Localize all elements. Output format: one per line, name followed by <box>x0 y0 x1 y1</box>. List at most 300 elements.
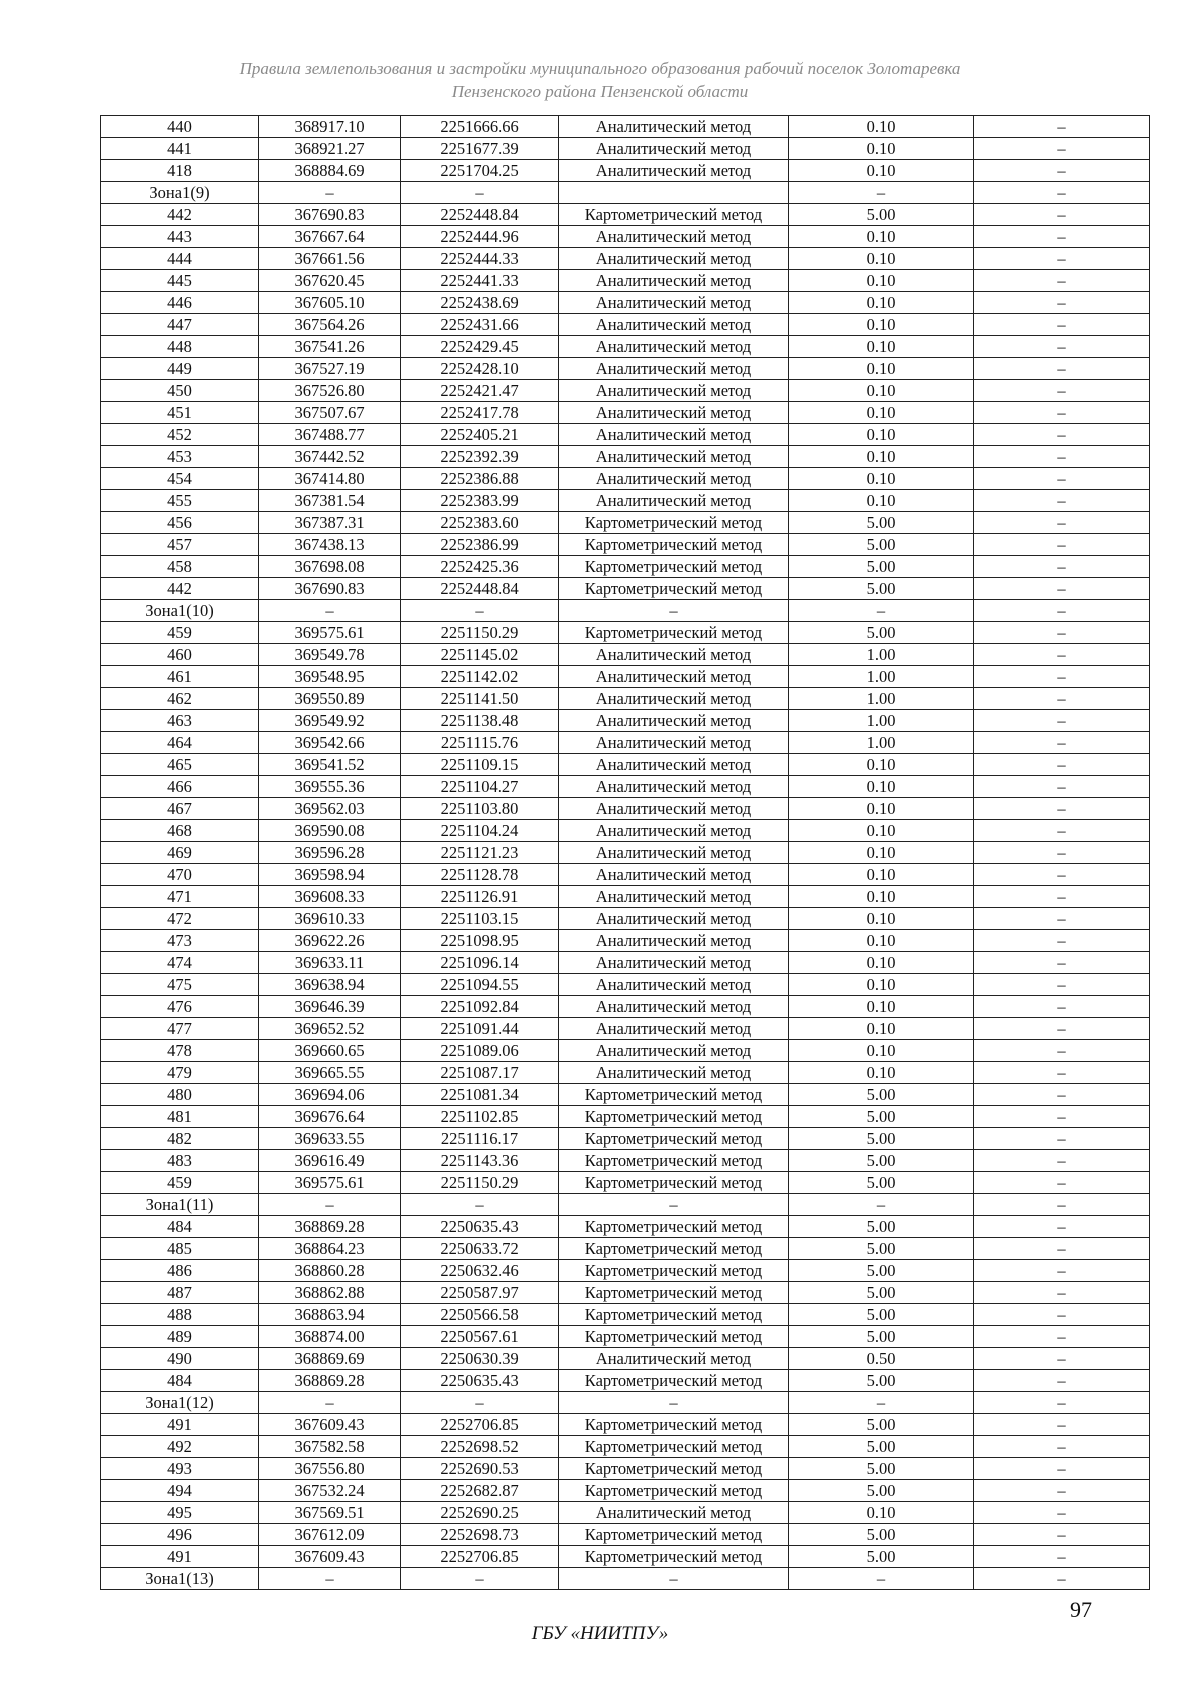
note-cell: – <box>974 1502 1150 1524</box>
x-coordinate-cell: 367532.24 <box>259 1480 401 1502</box>
note-cell: – <box>974 666 1150 688</box>
table-row <box>101 930 1150 952</box>
note-cell: – <box>974 248 1150 270</box>
x-coordinate-cell: 367526.80 <box>259 380 401 402</box>
y-coordinate-cell: 2251141.50 <box>401 688 559 710</box>
y-coordinate-cell: 2252706.85 <box>401 1546 559 1568</box>
note-cell: – <box>974 996 1150 1018</box>
method-cell: Аналитический метод <box>559 688 789 710</box>
method-cell: Аналитический метод <box>559 270 789 292</box>
y-coordinate-cell: 2252441.33 <box>401 270 559 292</box>
x-coordinate-cell: 368869.28 <box>259 1370 401 1392</box>
point-number-cell: 496 <box>101 1524 259 1546</box>
point-number-cell: 479 <box>101 1062 259 1084</box>
table-row <box>101 468 1150 490</box>
table-row <box>101 116 1150 138</box>
y-coordinate-cell: – <box>401 182 559 204</box>
x-coordinate-cell: 369575.61 <box>259 622 401 644</box>
point-number-cell: 442 <box>101 204 259 226</box>
note-cell: – <box>974 1128 1150 1150</box>
y-coordinate-cell: 2251142.02 <box>401 666 559 688</box>
accuracy-cell: 1.00 <box>789 666 974 688</box>
x-coordinate-cell: 369542.66 <box>259 732 401 754</box>
point-number-cell: 481 <box>101 1106 259 1128</box>
table-row <box>101 1018 1150 1040</box>
accuracy-cell: 0.10 <box>789 358 974 380</box>
x-coordinate-cell: 367564.26 <box>259 314 401 336</box>
accuracy-cell: 0.10 <box>789 974 974 996</box>
table-row <box>101 666 1150 688</box>
accuracy-cell: 0.10 <box>789 468 974 490</box>
x-coordinate-cell: 367541.26 <box>259 336 401 358</box>
y-coordinate-cell: 2250635.43 <box>401 1370 559 1392</box>
x-coordinate-cell: 369562.03 <box>259 798 401 820</box>
note-cell: – <box>974 1084 1150 1106</box>
y-coordinate-cell: 2251138.48 <box>401 710 559 732</box>
method-cell: Аналитический метод <box>559 292 789 314</box>
point-number-cell: 460 <box>101 644 259 666</box>
point-number-cell: 471 <box>101 886 259 908</box>
y-coordinate-cell: 2251096.14 <box>401 952 559 974</box>
note-cell: – <box>974 226 1150 248</box>
y-coordinate-cell: 2250630.39 <box>401 1348 559 1370</box>
point-number-cell: 442 <box>101 578 259 600</box>
method-cell: Картометрический метод <box>559 1326 789 1348</box>
table-row <box>101 1304 1150 1326</box>
x-coordinate-cell: 368862.88 <box>259 1282 401 1304</box>
accuracy-cell: 0.10 <box>789 754 974 776</box>
accuracy-cell: 0.10 <box>789 116 974 138</box>
accuracy-cell: 0.10 <box>789 380 974 402</box>
point-number-cell: 478 <box>101 1040 259 1062</box>
x-coordinate-cell: 367690.83 <box>259 578 401 600</box>
point-number-cell: 465 <box>101 754 259 776</box>
page-header <box>0 57 1200 103</box>
point-number-cell: 458 <box>101 556 259 578</box>
accuracy-cell: 0.10 <box>789 996 974 1018</box>
accuracy-cell: 5.00 <box>789 556 974 578</box>
accuracy-cell: 5.00 <box>789 204 974 226</box>
point-number-cell: 470 <box>101 864 259 886</box>
table-row <box>101 1194 1150 1216</box>
point-number-cell: 447 <box>101 314 259 336</box>
point-number-cell: 485 <box>101 1238 259 1260</box>
x-coordinate-cell: 367605.10 <box>259 292 401 314</box>
method-cell: Картометрический метод <box>559 1084 789 1106</box>
x-coordinate-cell: 367387.31 <box>259 512 401 534</box>
y-coordinate-cell: 2251089.06 <box>401 1040 559 1062</box>
method-cell: Аналитический метод <box>559 490 789 512</box>
accuracy-cell: 0.10 <box>789 226 974 248</box>
method-cell: Аналитический метод <box>559 116 789 138</box>
x-coordinate-cell: – <box>259 1392 401 1414</box>
note-cell: – <box>974 116 1150 138</box>
accuracy-cell: – <box>789 1194 974 1216</box>
note-cell: – <box>974 776 1150 798</box>
accuracy-cell: 5.00 <box>789 1106 974 1128</box>
point-number-cell: 469 <box>101 842 259 864</box>
note-cell: – <box>974 160 1150 182</box>
point-number-cell: 445 <box>101 270 259 292</box>
accuracy-cell: 0.10 <box>789 138 974 160</box>
method-cell: Аналитический метод <box>559 644 789 666</box>
point-number-cell: Зона1(9) <box>101 182 259 204</box>
point-number-cell: 494 <box>101 1480 259 1502</box>
note-cell: – <box>974 864 1150 886</box>
point-number-cell: 476 <box>101 996 259 1018</box>
y-coordinate-cell: 2250632.46 <box>401 1260 559 1282</box>
note-cell: – <box>974 468 1150 490</box>
accuracy-cell: 5.00 <box>789 1524 974 1546</box>
accuracy-cell: 5.00 <box>789 1084 974 1106</box>
x-coordinate-cell: 367661.56 <box>259 248 401 270</box>
y-coordinate-cell: 2251102.85 <box>401 1106 559 1128</box>
x-coordinate-cell: 369549.78 <box>259 644 401 666</box>
table-row <box>101 270 1150 292</box>
note-cell: – <box>974 754 1150 776</box>
method-cell: Картометрический метод <box>559 1370 789 1392</box>
note-cell: – <box>974 270 1150 292</box>
table-row <box>101 600 1150 622</box>
point-number-cell: 464 <box>101 732 259 754</box>
note-cell: – <box>974 952 1150 974</box>
table-row <box>101 1392 1150 1414</box>
table-row <box>101 1062 1150 1084</box>
table-row <box>101 292 1150 314</box>
table-row <box>101 1458 1150 1480</box>
point-number-cell: 480 <box>101 1084 259 1106</box>
x-coordinate-cell: 368874.00 <box>259 1326 401 1348</box>
method-cell: Аналитический метод <box>559 314 789 336</box>
point-number-cell: 446 <box>101 292 259 314</box>
table-row <box>101 160 1150 182</box>
x-coordinate-cell: 368869.69 <box>259 1348 401 1370</box>
note-cell: – <box>974 1282 1150 1304</box>
accuracy-cell: 0.10 <box>789 292 974 314</box>
y-coordinate-cell: 2252392.39 <box>401 446 559 468</box>
y-coordinate-cell: 2251103.80 <box>401 798 559 820</box>
note-cell: – <box>974 1304 1150 1326</box>
point-number-cell: 486 <box>101 1260 259 1282</box>
accuracy-cell: 5.00 <box>789 578 974 600</box>
x-coordinate-cell: 367569.51 <box>259 1502 401 1524</box>
method-cell: Аналитический метод <box>559 798 789 820</box>
method-cell: Аналитический метод <box>559 666 789 688</box>
method-cell: Картометрический метод <box>559 1458 789 1480</box>
method-cell: Аналитический метод <box>559 996 789 1018</box>
method-cell: Аналитический метод <box>559 1062 789 1084</box>
x-coordinate-cell: 367381.54 <box>259 490 401 512</box>
x-coordinate-cell: 368864.23 <box>259 1238 401 1260</box>
x-coordinate-cell: 367527.19 <box>259 358 401 380</box>
x-coordinate-cell: – <box>259 1568 401 1590</box>
note-cell: – <box>974 292 1150 314</box>
method-cell: Картометрический метод <box>559 204 789 226</box>
point-number-cell: 492 <box>101 1436 259 1458</box>
method-cell: Аналитический метод <box>559 160 789 182</box>
method-cell: – <box>559 1392 789 1414</box>
x-coordinate-cell: 367507.67 <box>259 402 401 424</box>
accuracy-cell: 0.10 <box>789 446 974 468</box>
x-coordinate-cell: 369646.39 <box>259 996 401 1018</box>
note-cell: – <box>974 358 1150 380</box>
accuracy-cell: 0.10 <box>789 314 974 336</box>
table-row <box>101 1480 1150 1502</box>
accuracy-cell: 0.10 <box>789 930 974 952</box>
point-number-cell: 448 <box>101 336 259 358</box>
y-coordinate-cell: 2252383.99 <box>401 490 559 512</box>
note-cell: – <box>974 908 1150 930</box>
y-coordinate-cell: 2251091.44 <box>401 1018 559 1040</box>
table-row <box>101 622 1150 644</box>
accuracy-cell: 5.00 <box>789 1480 974 1502</box>
note-cell: – <box>974 512 1150 534</box>
point-number-cell: 482 <box>101 1128 259 1150</box>
point-number-cell: 484 <box>101 1216 259 1238</box>
point-number-cell: 454 <box>101 468 259 490</box>
method-cell: Аналитический метод <box>559 138 789 160</box>
note-cell: – <box>974 182 1150 204</box>
y-coordinate-cell: 2252690.53 <box>401 1458 559 1480</box>
point-number-cell: 461 <box>101 666 259 688</box>
note-cell: – <box>974 490 1150 512</box>
table-row <box>101 490 1150 512</box>
y-coordinate-cell: 2251104.27 <box>401 776 559 798</box>
point-number-cell: 473 <box>101 930 259 952</box>
accuracy-cell: 5.00 <box>789 1370 974 1392</box>
x-coordinate-cell: 369633.55 <box>259 1128 401 1150</box>
method-cell: Аналитический метод <box>559 1018 789 1040</box>
note-cell: – <box>974 578 1150 600</box>
x-coordinate-cell: 369598.94 <box>259 864 401 886</box>
note-cell: – <box>974 1150 1150 1172</box>
x-coordinate-cell: 367698.08 <box>259 556 401 578</box>
table-row <box>101 402 1150 424</box>
accuracy-cell: 5.00 <box>789 1260 974 1282</box>
accuracy-cell: 5.00 <box>789 1304 974 1326</box>
table-row <box>101 556 1150 578</box>
point-number-cell: 467 <box>101 798 259 820</box>
note-cell: – <box>974 1216 1150 1238</box>
table-row <box>101 754 1150 776</box>
table-row <box>101 1216 1150 1238</box>
point-number-cell: 444 <box>101 248 259 270</box>
y-coordinate-cell: 2250635.43 <box>401 1216 559 1238</box>
table-row <box>101 380 1150 402</box>
method-cell: Аналитический метод <box>559 930 789 952</box>
accuracy-cell: – <box>789 182 974 204</box>
table-row <box>101 1524 1150 1546</box>
accuracy-cell: 5.00 <box>789 1150 974 1172</box>
y-coordinate-cell: – <box>401 1568 559 1590</box>
x-coordinate-cell: 369694.06 <box>259 1084 401 1106</box>
method-cell: Картометрический метод <box>559 1150 789 1172</box>
table-row <box>101 952 1150 974</box>
x-coordinate-cell: 368863.94 <box>259 1304 401 1326</box>
y-coordinate-cell: 2251704.25 <box>401 160 559 182</box>
method-cell: Аналитический метод <box>559 358 789 380</box>
y-coordinate-cell: 2252386.99 <box>401 534 559 556</box>
header-line-2: Пензенского района Пензенской области <box>451 82 749 101</box>
y-coordinate-cell: 2251098.95 <box>401 930 559 952</box>
y-coordinate-cell: 2252682.87 <box>401 1480 559 1502</box>
x-coordinate-cell: 369652.52 <box>259 1018 401 1040</box>
y-coordinate-cell: 2252428.10 <box>401 358 559 380</box>
y-coordinate-cell: 2252698.73 <box>401 1524 559 1546</box>
point-number-cell: 441 <box>101 138 259 160</box>
x-coordinate-cell: 369541.52 <box>259 754 401 776</box>
note-cell: – <box>974 710 1150 732</box>
header-line-1: Правила землепользования и застройки муниципального образования рабочий поселок Золотаревка <box>239 59 961 78</box>
note-cell: – <box>974 336 1150 358</box>
y-coordinate-cell: 2251121.23 <box>401 842 559 864</box>
point-number-cell: 453 <box>101 446 259 468</box>
y-coordinate-cell: 2251666.66 <box>401 116 559 138</box>
method-cell: Аналитический метод <box>559 248 789 270</box>
note-cell: – <box>974 1238 1150 1260</box>
point-number-cell: 457 <box>101 534 259 556</box>
method-cell: Картометрический метод <box>559 1282 789 1304</box>
y-coordinate-cell: 2252386.88 <box>401 468 559 490</box>
table-row <box>101 996 1150 1018</box>
method-cell: Аналитический метод <box>559 424 789 446</box>
note-cell: – <box>974 644 1150 666</box>
point-number-cell: Зона1(11) <box>101 1194 259 1216</box>
method-cell: Картометрический метод <box>559 1436 789 1458</box>
accuracy-cell: 0.10 <box>789 886 974 908</box>
point-number-cell: 463 <box>101 710 259 732</box>
x-coordinate-cell: – <box>259 1194 401 1216</box>
note-cell: – <box>974 314 1150 336</box>
y-coordinate-cell: 2251092.84 <box>401 996 559 1018</box>
table-row <box>101 886 1150 908</box>
x-coordinate-cell: 369638.94 <box>259 974 401 996</box>
coordinates-table-body <box>101 116 1150 1590</box>
method-cell: Картометрический метод <box>559 556 789 578</box>
table-row <box>101 732 1150 754</box>
accuracy-cell: – <box>789 1392 974 1414</box>
point-number-cell: 440 <box>101 116 259 138</box>
method-cell: Картометрический метод <box>559 1304 789 1326</box>
page-footer: ГБУ «НИИТПУ» <box>531 1623 669 1644</box>
table-row <box>101 864 1150 886</box>
method-cell: Аналитический метод <box>559 402 789 424</box>
y-coordinate-cell: 2251094.55 <box>401 974 559 996</box>
y-coordinate-cell: 2251150.29 <box>401 622 559 644</box>
table-row <box>101 512 1150 534</box>
table-row <box>101 1546 1150 1568</box>
point-number-cell: Зона1(13) <box>101 1568 259 1590</box>
y-coordinate-cell: – <box>401 1392 559 1414</box>
point-number-cell: 451 <box>101 402 259 424</box>
note-cell: – <box>974 1370 1150 1392</box>
y-coordinate-cell: 2251677.39 <box>401 138 559 160</box>
method-cell: Аналитический метод <box>559 1348 789 1370</box>
x-coordinate-cell: 368921.27 <box>259 138 401 160</box>
point-number-cell: 491 <box>101 1546 259 1568</box>
y-coordinate-cell: 2252706.85 <box>401 1414 559 1436</box>
point-number-cell: 459 <box>101 622 259 644</box>
method-cell: Аналитический метод <box>559 336 789 358</box>
note-cell: – <box>974 1524 1150 1546</box>
note-cell: – <box>974 974 1150 996</box>
accuracy-cell: 5.00 <box>789 1414 974 1436</box>
table-row <box>101 336 1150 358</box>
method-cell: Аналитический метод <box>559 1040 789 1062</box>
accuracy-cell: – <box>789 1568 974 1590</box>
table-row <box>101 688 1150 710</box>
x-coordinate-cell: 367488.77 <box>259 424 401 446</box>
x-coordinate-cell: 367582.58 <box>259 1436 401 1458</box>
method-cell: Картометрический метод <box>559 534 789 556</box>
page-number: 97 <box>1070 1597 1092 1622</box>
y-coordinate-cell: 2252431.66 <box>401 314 559 336</box>
note-cell: – <box>974 446 1150 468</box>
point-number-cell: 487 <box>101 1282 259 1304</box>
table-row <box>101 1436 1150 1458</box>
point-number-cell: 484 <box>101 1370 259 1392</box>
x-coordinate-cell: 369575.61 <box>259 1172 401 1194</box>
table-row <box>101 314 1150 336</box>
table-row <box>101 248 1150 270</box>
accuracy-cell: 0.10 <box>789 1502 974 1524</box>
y-coordinate-cell: 2252429.45 <box>401 336 559 358</box>
point-number-cell: 493 <box>101 1458 259 1480</box>
accuracy-cell: 0.10 <box>789 160 974 182</box>
y-coordinate-cell: 2252425.36 <box>401 556 559 578</box>
accuracy-cell: 0.10 <box>789 842 974 864</box>
x-coordinate-cell: 369596.28 <box>259 842 401 864</box>
note-cell: – <box>974 600 1150 622</box>
note-cell: – <box>974 402 1150 424</box>
point-number-cell: 472 <box>101 908 259 930</box>
accuracy-cell: 0.10 <box>789 424 974 446</box>
table-row <box>101 1106 1150 1128</box>
method-cell: Картометрический метод <box>559 1414 789 1436</box>
y-coordinate-cell: 2252698.52 <box>401 1436 559 1458</box>
table-row <box>101 358 1150 380</box>
method-cell: Аналитический метод <box>559 952 789 974</box>
method-cell: Картометрический метод <box>559 1216 789 1238</box>
x-coordinate-cell: 368860.28 <box>259 1260 401 1282</box>
accuracy-cell: 0.10 <box>789 248 974 270</box>
y-coordinate-cell: – <box>401 600 559 622</box>
point-number-cell: 462 <box>101 688 259 710</box>
method-cell: – <box>559 1568 789 1590</box>
x-coordinate-cell: 369676.64 <box>259 1106 401 1128</box>
note-cell: – <box>974 688 1150 710</box>
y-coordinate-cell: 2251116.17 <box>401 1128 559 1150</box>
y-coordinate-cell: 2251145.02 <box>401 644 559 666</box>
y-coordinate-cell: 2252405.21 <box>401 424 559 446</box>
method-cell: Аналитический метод <box>559 842 789 864</box>
table-row <box>101 842 1150 864</box>
note-cell: – <box>974 886 1150 908</box>
point-number-cell: 491 <box>101 1414 259 1436</box>
note-cell: – <box>974 1062 1150 1084</box>
point-number-cell: 418 <box>101 160 259 182</box>
point-number-cell: 495 <box>101 1502 259 1524</box>
table-row <box>101 776 1150 798</box>
y-coordinate-cell: – <box>401 1194 559 1216</box>
y-coordinate-cell: 2251103.15 <box>401 908 559 930</box>
table-row <box>101 578 1150 600</box>
point-number-cell: 443 <box>101 226 259 248</box>
y-coordinate-cell: 2251150.29 <box>401 1172 559 1194</box>
note-cell: – <box>974 1194 1150 1216</box>
point-number-cell: 455 <box>101 490 259 512</box>
accuracy-cell: 1.00 <box>789 644 974 666</box>
